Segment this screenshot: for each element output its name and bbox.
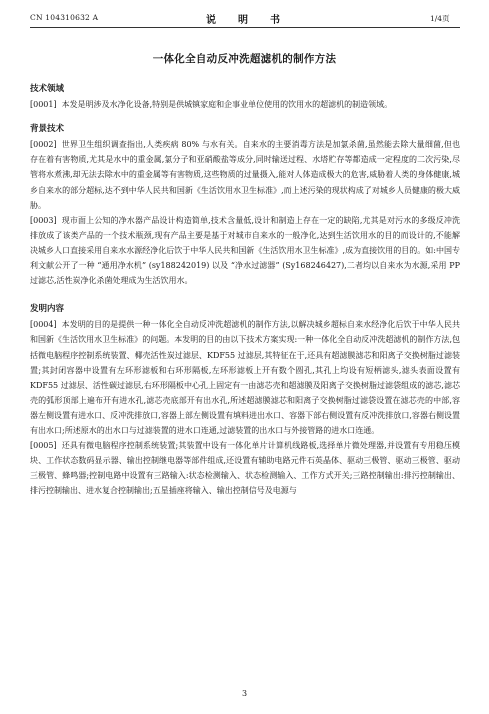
paragraph-text: 世界卫生组织调查指出,人类疾病 80% 与水有关。自来水的主要消毒方法是加氯杀菌,虽然能去除大量细菌,但也存在着有害物质,尤其是水中的重金属,氯分子和亚硝酸盐等成分,同时输送过程、水塔贮存等都造成一定程度的二次污染,尽管将水煮沸,却无法去除水中的重金属等有害物质,这些物质的过量摄入,能对人体造成极大的危害,威胁着人类的身体健康,城乡自来水的部分超标,达不到中华人民共和国新《生活饮用水卫生标准》,而上述污染的现状构成了对城乡人员健康的极大威胁。 (30, 140, 460, 210)
paragraph-number: [0005] (30, 441, 57, 451)
paragraph-text: 本发是明涉及水净化设备,特别是供城镇家庭和企事业单位使用的饮用水的超滤机的制造领域。 (61, 100, 393, 110)
page-indicator: 1/4页 (430, 14, 450, 23)
patent-number: CN 104310632 A (30, 13, 99, 22)
paragraph-0004 (30, 317, 460, 438)
document-title: 一体化全自动反冲洗超滤机的制作方法 (152, 53, 337, 65)
document-body (30, 82, 460, 498)
paragraph-text: 还具有微电脑程序控制系统装置;其装置中设有一体化单片计算机线路板,选择单片微处理器,并设置有专用稳压模块、工作状态数码显示器、输出控制继电器等部件组成,还设置有辅助电路元件石英晶体、驱动三极管、驱动三极管、驱动三极管、蜂鸣器;控制电路中设置有三路输入:状态检测输入、状态检测输入、工作方式开关;三路控制输出:排污控制输出、排污控制输出、进水复合控制输出;五星插座将输入、输出控制信号及电源与 (30, 441, 460, 496)
paragraph-number: [0002] (30, 140, 57, 150)
page-number: 3 (241, 689, 248, 698)
document-type: 说 明 书 (206, 15, 286, 26)
section-heading-background: 背景技术 (30, 124, 65, 135)
paragraph-0002 (30, 137, 460, 212)
paragraph-0001 (30, 97, 460, 112)
paragraph-number: [0003] (30, 215, 57, 225)
paragraph-text: 现市面上公知的净水器产品设计构造简单,技术含量低,设计和制造上存在一定的缺陷,尤其是对污水的多级反冲洗排放成了该类产品的一个技术瓶颈,现有产品主要是基于对城市自来水的一般净化,达到生活饮用水的目的而设计的,不能解决城乡人口直接采用自来水水源经净化后饮于中华人民共和国新《生活饮用水卫生标准》,成为直接饮用的目的。如:中国专利文献公开了一种 “通用净水机” (sy188242019) 以及 “净水过滤器” (Sy168246427),二者均以自来水为水源,采用 PP 过滤芯,活性炭净化杀菌处理成为生活饮用水。 (30, 215, 460, 286)
paragraph-0003 (30, 213, 460, 288)
section-heading-summary: 发明内容 (30, 304, 65, 315)
section-heading-field: 技术领域 (30, 84, 65, 94)
paragraph-number: [0001] (30, 100, 57, 110)
paragraph-text: 本发明的目的是提供一种一体化全自动反冲洗超滤机的制作方法,以解决城乡超标自来水经净化后饮于中华人民共和国新《生活饮用水卫生标准》的问题。本发明的目的由以下技术方案实现:一种一体化全自动反冲洗超滤机的制作方法,包括微电脑程序控制系统装置、椰壳活性炭过滤层、KDF55 过滤层,其特征在于,还具有超滤膜滤芯和阳离子交换树脂过滤装置;其封闭容器中设置有左环形滤板和右环形隔板,左环形滤板上开有数个圆孔,其孔上均设有短柄滤头,滤头表面设置有 KDF55 过滤层、活性碳过滤层,右环形隔板中心孔上固定有一由滤芯壳和超滤膜及阳离子交换树脂过滤袋组成的滤芯,滤芯壳的弧形顶部上遍布开有进水孔,滤芯壳底部开有出水孔,所述超滤膜滤芯和阳离子交换树脂过滤袋设置在滤芯壳的中部,容器左侧设置有进水口、反冲洗排放口,容器上部左侧设置有填料进出水口、容器下部右侧设置有反冲洗排放口,容器右侧设置有出水口;所述原水的出水口与过滤装置的进水口连通,过滤装置的出水口与外接管路的进水口连通。 (30, 320, 460, 435)
header-divider (30, 27, 460, 28)
paragraph-0005 (30, 438, 460, 498)
paragraph-number: [0004] (30, 320, 57, 330)
